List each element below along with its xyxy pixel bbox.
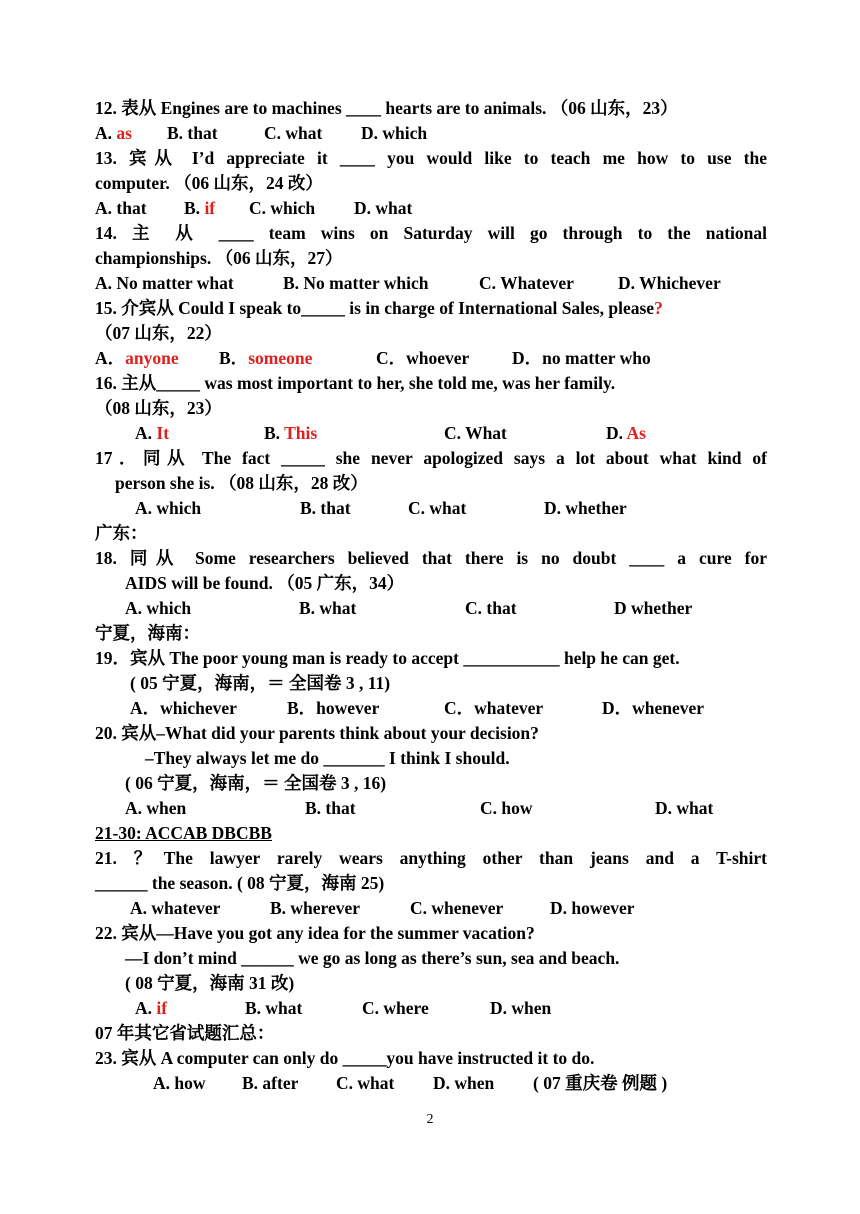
option-a-answer: as [116, 123, 132, 143]
option-a: A. that [95, 198, 147, 218]
question-21-continued: ______ the season. ( 08 宁夏，海南 25) [95, 873, 385, 893]
option-a-label: A． [95, 348, 126, 368]
question-17-stem: 17．同从 The fact _____ she never apologized says a lot about what kind of [95, 448, 767, 468]
option-c: C. where [362, 998, 429, 1018]
option-c: C. whenever [410, 898, 504, 918]
option-d: D. Whichever [618, 273, 721, 293]
option-b-label: B. [184, 198, 205, 218]
option-d-answer: As [626, 423, 646, 443]
question-18-stem: 18. 同从 Some researchers believed that there is no doubt ____ a cure for [95, 548, 767, 568]
question-13-options [95, 196, 767, 221]
option-b-answer: someone [248, 348, 313, 368]
option-d-label: D. [606, 423, 627, 443]
question-16-stem: 16. 主从_____ was most important to her, she told me, was her family. [95, 373, 616, 393]
question-22-stem: 22. 宾从—Have you got any idea for the summer vacation? [95, 923, 535, 943]
question-22-options [95, 996, 767, 1021]
option-b: B. wherever [270, 898, 361, 918]
option-b: B．however [287, 698, 380, 718]
option-a-answer: if [156, 998, 168, 1018]
option-b-answer: if [204, 198, 216, 218]
option-a: A. No matter what [95, 273, 234, 293]
option-c: C. What [444, 423, 507, 443]
option-d: D．no matter who [512, 348, 651, 368]
question-18-options [95, 596, 767, 621]
option-a: A．whichever [130, 698, 237, 718]
option-c: C. which [249, 198, 316, 218]
question-20-stem: 20. 宾从–What did your parents think about your decision? [95, 723, 539, 743]
option-b: B. what [299, 598, 357, 618]
option-a-label: A. [95, 123, 117, 143]
question-12-options [95, 121, 767, 146]
option-b-label: B． [219, 348, 249, 368]
option-c: C. what [264, 123, 323, 143]
option-a: A. when [125, 798, 187, 818]
option-d: D. when [490, 998, 552, 1018]
question-18-source: AIDS will be found. （05 广东，34） [125, 573, 405, 593]
question-14-options [95, 271, 767, 296]
question-20-reply: –They always let me do _______ I think I should. [145, 748, 510, 768]
page-number: 2 [426, 1112, 434, 1127]
option-a-answer: anyone [125, 348, 179, 368]
question-19-source: ( 05 宁夏，海南，＝ 全国卷 3 , 11) [130, 673, 391, 693]
option-d: D. what [655, 798, 714, 818]
option-c: C. what [408, 498, 467, 518]
question-23-options [95, 1071, 767, 1096]
option-c: C. Whatever [479, 273, 574, 293]
option-b-label: B. [264, 423, 285, 443]
option-a-answer: It [156, 423, 170, 443]
option-d: D. which [361, 123, 428, 143]
option-b-answer: This [284, 423, 318, 443]
question-15-mark: ? [654, 298, 663, 318]
question-21-stem: 21. ？The lawyer rarely wears anything other than jeans and a T-shirt [95, 848, 767, 868]
option-b: B. what [245, 998, 303, 1018]
option-c: C．whatever [444, 698, 544, 718]
option-b: B. No matter which [283, 273, 429, 293]
option-d: D. when [433, 1073, 495, 1093]
option-c: C．whoever [376, 348, 470, 368]
option-c: C. how [480, 798, 533, 818]
question-20-source: ( 06 宁夏，海南，＝ 全国卷 3 , 16) [125, 773, 387, 793]
question-15-text: 15. 介宾从 Could I speak to_____ is in charge of International Sales, please [95, 298, 655, 318]
question-15-options [95, 346, 767, 371]
option-a: A. how [153, 1073, 206, 1093]
question-21-options [95, 896, 767, 921]
answer-key-line: 21-30: ACCAB DBCBB [95, 823, 272, 843]
question-12-stem: 12. 表从 Engines are to machines ____ hearts are to animals. （06 山东，23） [95, 98, 678, 118]
question-22-reply: —I don’t mind ______ we go as long as there’s sun, sea and beach. [125, 948, 620, 968]
option-a-label: A. [135, 423, 157, 443]
option-b: B. that [305, 798, 356, 818]
question-23-stem: 23. 宾从 A computer can only do _____you have instructed it to do. [95, 1048, 595, 1068]
section-heading-other-provinces: 07 年其它省试题汇总： [95, 1023, 275, 1043]
section-heading-ningxia-hainan: 宁夏，海南： [95, 623, 200, 643]
option-a-label: A. [135, 998, 157, 1018]
option-b: B. that [300, 498, 351, 518]
option-a: A. whatever [130, 898, 221, 918]
question-19-stem: 19．宾从 The poor young man is ready to accept ___________ help he can get. [95, 648, 680, 668]
option-b: B. that [167, 123, 218, 143]
question-14-source: championships. （06 山东，27） [95, 248, 343, 268]
option-d: D．whenever [602, 698, 705, 718]
question-15-stem [95, 296, 775, 321]
option-b: B. after [242, 1073, 299, 1093]
question-17-options [95, 496, 767, 521]
option-d: D. whether [544, 498, 627, 518]
question-19-options [95, 696, 767, 721]
question-20-options [95, 796, 767, 821]
question-13-source: computer. （06 山东，24 改） [95, 173, 323, 193]
question-13-stem: 13. 宾从 I’d appreciate it ____ you would like to teach me how to use the [95, 148, 767, 168]
option-d: D. what [354, 198, 413, 218]
question-16-options [95, 421, 767, 446]
option-a: A. which [125, 598, 192, 618]
question-23-source: ( 07 重庆卷 例题 ) [533, 1073, 668, 1093]
option-d: D. however [550, 898, 635, 918]
option-a: A. which [135, 498, 202, 518]
question-14-stem: 14. 主 从 ____ team wins on Saturday will go through to the national [95, 223, 767, 243]
question-17-source: person she is. （08 山东，28 改） [115, 473, 368, 493]
option-d: D whether [614, 598, 693, 618]
option-c: C. what [336, 1073, 395, 1093]
question-16-source: （08 山东，23） [95, 398, 222, 418]
question-15-source: （07 山东，22） [95, 323, 222, 343]
section-heading-guangdong: 广东： [95, 523, 148, 543]
question-22-source: ( 08 宁夏，海南 31 改) [125, 973, 295, 993]
option-c: C. that [465, 598, 517, 618]
